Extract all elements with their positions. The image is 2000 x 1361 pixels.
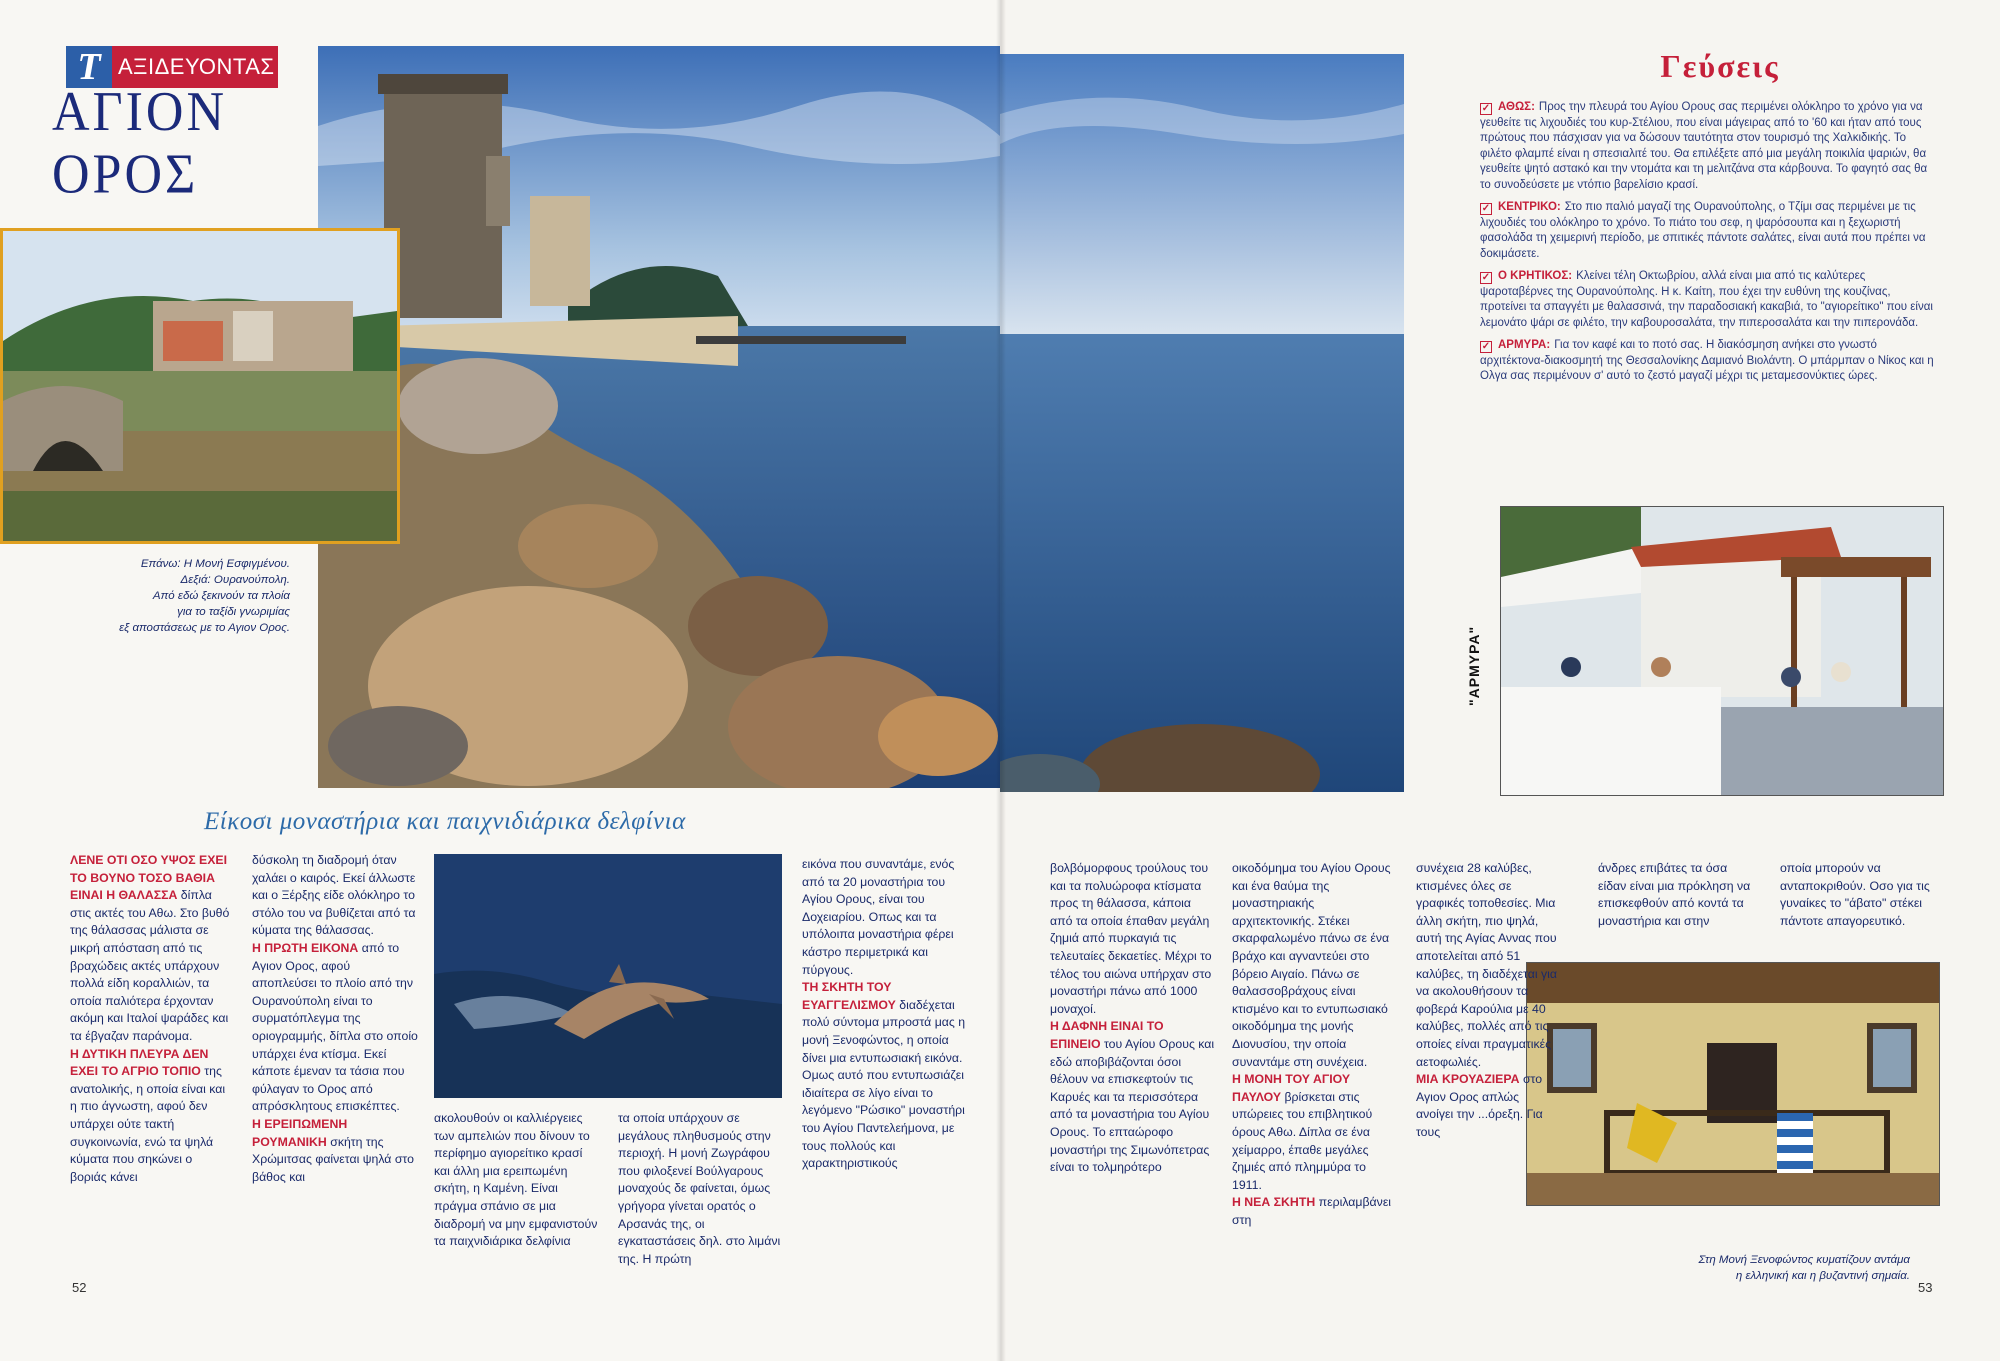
- paragraph: [802, 856, 968, 979]
- flavour-text: Για τον καφέ και το ποτό σας. Η διακόσμηση ανήκει στο γνωστό αρχιτέκτονα-διακοσμητή της Θεσσαλονίκης Δαμιανό Βιολάντη. Ο μπάρμπαν ο Νίκος και η Ολγα σας περιμένουν σ' αυτό το ζεστό μαγαζί μέχρι τις μεταμεσονύκτιες ώρες.: [1480, 339, 1934, 382]
- article-column-10: [1780, 860, 1940, 930]
- hero-photo-sea: [1000, 54, 1404, 792]
- photo-xenofontos-balcony: [1526, 962, 1940, 1206]
- flavour-text: Στο πιο παλιό μαγαζί της Ουρανούπολης, ο Τζίμι σας περιμένει με τις λιχουδιές του ολόκληρο το χρόνο. Το πιάτο του σεφ, η ψαρόσουπα και η ξεχωριστή φασολάδα τη χειμερινή περίοδο, με σπιτικές πάντοτε σαλάτες, είναι αυτά που πρέπει να δοκιμάσετε.: [1480, 201, 1926, 260]
- lead-text: Η ΠΡΩΤΗ ΕΙΚΟΝΑ: [252, 940, 359, 955]
- body-text: δύσκολη τη διαδρομή όταν χαλάει ο καιρός. Εκεί άλλωστε και ο Ξέρξης είδε ολόκληρο το στόλο του να βυθίζεται από τα κύματα της θάλασσας.: [252, 853, 416, 938]
- lead-text: Η ΕΡΕΙΠΩΜΕΝΗ ΡΟΥΜΑΝΙΚΗ: [252, 1116, 348, 1149]
- page-number-left: 52: [72, 1280, 87, 1295]
- body-text: του Αγίου Ορους και εδώ αποβιβάζονται όσοι θέλουν να επισκεφτούν τις Καρυές και τα περισσότερα από τα μοναστήρια του Αγίου Ορους. Το επταώροφο μοναστήρι της Σιμωνόπετρας είναι το τολμηρότερο: [1050, 1036, 1215, 1175]
- article-column-8: [1416, 860, 1558, 1142]
- checkbox-icon: ✓: [1481, 203, 1491, 214]
- caption-line: Από εδώ ξεκινούν τα πλοία: [152, 590, 290, 602]
- brand-section-name: ΑΞΙΔΕΥΟΝΤΑΣ: [112, 46, 278, 88]
- flavour-name: ΑΘΩΣ:: [1498, 101, 1535, 113]
- body-text: από το Αγιον Ορος, αφού αποπλεύσει το πλοίο από την Ουρανούπολη είναι το συρματόπλεγμα της οριογραμμής, δίπλα στο οποίο υπάρχει ένα κτίσμα. Εκεί κάποτε έμεναν τα τάσια που φύλαγαν το Ορος από απρόσκλητους επισκέπτες.: [252, 940, 418, 1114]
- flavour-item: [1480, 338, 1940, 385]
- photo-dolphin: [434, 854, 782, 1098]
- paragraph: [1232, 1071, 1398, 1194]
- body-text: της ανατολικής, η οποία είναι και η πιο άγνωστη, αφού δεν υπάρχει ούτε τακτή συγκοινωνία, ενώ τα ψηλά κύματα που σηκώνει ο βοριάς κάνει: [70, 1064, 226, 1184]
- paragraph: [252, 1116, 418, 1186]
- checkbox-icon: ✓: [1481, 272, 1491, 283]
- article-column-9: [1598, 860, 1758, 930]
- caption-line: Επάνω: Η Μονή Εσφιγμένου.: [140, 558, 290, 570]
- paragraph: [1232, 1194, 1398, 1229]
- paragraph: [70, 1046, 230, 1187]
- article-column-7: [1232, 860, 1398, 1229]
- caption-line: Στη Μονή Ξενοφώντος κυματίζουν αντάμα: [1698, 1254, 1910, 1266]
- page-title: ΑΓΙΟΝ ΟΡΟΣ: [52, 81, 228, 206]
- article-headline: Είκοσι μοναστήρια και παιχνιδιάρικα δελφίνια: [204, 808, 686, 835]
- flavour-item: [1480, 100, 1940, 193]
- lead-text: Η ΝΕΑ ΣΚΗΤΗ: [1232, 1195, 1316, 1210]
- taverna-label: "ΑΡΜΥΡΑ": [1466, 625, 1482, 706]
- body-text: ακολουθούν οι καλλιέργειες των αμπελιών που δίνουν το περίφημο αγιορείτικο κρασί και άλλη μια ερειπωμένη σκήτη, η Καμένη. Είναι πράγμα σπάνιο σε μια διαδρομή να μην εμφανιστούν τα παιχνιδιάρικα δελφίνια: [434, 1111, 598, 1249]
- body-text: εικόνα που συναντάμε, ενός από τα 20 μοναστήρια του Αγίου Ορους, είναι του Δοχειαρίου. Οπως και τα υπόλοιπα μοναστήρια φέρει κάστρο περιμετρικά και πύργους.: [802, 857, 955, 977]
- lead-text: Η ΔΑΦΝΗ ΕΙΝΑΙ ΤΟ ΕΠΙΝΕΙΟ: [1050, 1019, 1164, 1051]
- checkbox-icon: ✓: [1481, 341, 1491, 352]
- caption-line: Δεξιά: Ουρανούπολη.: [180, 574, 290, 586]
- inset-photo-esfigmenou: [0, 228, 400, 544]
- lead-text: ΤΗ ΣΚΗΤΗ ΤΟΥ ΕΥΑΓΓΕΛΙΣΜΟΥ: [802, 980, 896, 1012]
- flavours-list: [1480, 100, 1940, 392]
- spread-gutter: [996, 0, 1006, 1361]
- paragraph: [70, 852, 230, 1046]
- brand-logo-letter: T: [66, 46, 112, 88]
- body-text: στο Αγιον Ορος απλώς ανοίγει την ...όρεξη. Για τους: [1416, 1072, 1543, 1139]
- article-column-1: [70, 852, 230, 1186]
- flavour-name: ΚΕΝΤΡΙΚΟ:: [1498, 201, 1561, 213]
- body-text: δίπλα στις ακτές του Αθω. Στο βυθό της θάλασσας μάλιστα σε μικρή απόσταση από τις βραχώδεις ακτές υπάρχουν πολλά είδη κοραλλιών, τα οποία παλιότερα έρχονταν ακόμη και Ιταλοί ψαράδες και τα έβγαζαν παράνομα.: [70, 888, 230, 1043]
- checkbox-icon: ✓: [1481, 103, 1491, 114]
- article-column-3: [434, 1110, 600, 1251]
- paragraph: [618, 1110, 782, 1268]
- flavour-item: [1480, 200, 1940, 262]
- body-text: διαδέχεται πολύ σύντομα μπροστά μας η μονή Ξενοφώντος, η οποία δίνει μια εντυπωσιακή εικόνα. Ομως αυτό που εντυπωσιάζει ιδιαίτερα σε λίγο είναι το λεγόμενο "Ρώσικο" μοναστήρι του Αγίου Παντελεήμονα, με τους πολλούς και χαρακτηριστικούς: [802, 997, 966, 1171]
- body-text: τα οποία υπάρχουν σε μεγάλους πληθυσμούς στην περιοχή. Η μονή Ζωγράφου που φιλοξενεί Βούλγαρους μοναχούς δε φαίνεται, όμως γρήγορα γίνεται ορατός ο Αρσανάς της, οι εγκαταστάσεις δηλ. στο λιμάνι της. Η πρώτη: [618, 1111, 781, 1266]
- body-text: οποία μπορούν να ανταποκριθούν. Οσο για τις γυναίκες το "άβατο" στέκει πάντοτε απαγορευτικό.: [1780, 861, 1930, 928]
- flavour-name: Ο ΚΡΗΤΙΚΟΣ:: [1498, 270, 1573, 282]
- paragraph: [1416, 1071, 1558, 1141]
- paragraph: [1598, 860, 1758, 930]
- flavours-title: Γεύσεις: [1660, 48, 1780, 84]
- lead-text: Η ΔΥΤΙΚΗ ΠΛΕΥΡΑ ΔΕΝ ΕΧΕΙ ΤΟ ΑΓΡΙΟ ΤΟΠΙΟ: [70, 1046, 209, 1079]
- photo-taverna-armyra: [1500, 506, 1944, 796]
- lead-text: Η ΜΟΝΗ ΤΟΥ ΑΓΙΟΥ ΠΑΥΛΟΥ: [1232, 1072, 1351, 1104]
- body-text: σκήτη της Χρώμιτσας φαίνεται ψηλά στο βάθος και: [252, 1134, 414, 1184]
- caption-line: η ελληνική και η βυζαντινή σημαία.: [1735, 1270, 1910, 1282]
- flavour-name: ΑΡΜΥΡΑ:: [1498, 339, 1551, 351]
- flavour-text: Προς την πλευρά του Αγίου Ορους σας περιμένει ολόκληρο το χρόνο για να γευθείτε τις λιχουδιές του κυρ-Στέλιου, που είναι μάγειρας από το '60 και ήταν από τους πρώτους που πάσχισαν για να δώσουν ταυτότητα στον τουρισμό της Χαλκιδικής. Το φιλέτο φλαμπέ είναι η σπεσιαλιτέ του. Θα επιλέξετε από μια μεγάλη ποικιλία ψαριών, θα γευθείτε ψητό αστακό και την ντομάτα και τη μελιτζάνα στα κάρβουνα. Το φαγητό σας θα το συνοδεύσετε με ντόπιο βαρελίσιο κρασί.: [1480, 101, 1928, 191]
- article-column-2: [252, 852, 418, 1186]
- photo-caption-right: [1580, 1252, 1910, 1284]
- page-number-right: 53: [1918, 1280, 1933, 1295]
- body-text: περιλαμβάνει στη: [1232, 1195, 1392, 1227]
- paragraph: [1416, 860, 1558, 1071]
- flavour-text: Κλείνει τέλη Οκτωβρίου, αλλά είναι μια από τις καλύτερες ψαροταβέρνες της Ουρανούπολης. Η κ. Καίτη, που έχει την ευθύνη της κουζίνας, προτείνει τα σπαγγέτι με θαλασσινά, την παραδοσιακή κακαβιά, το "αγιορείτικο" που είναι λεμονάτο ψάρι σε φιλέτο, την καβουροσαλάτα, την πιπεροσαλάτα και την πιπερονάδα.: [1480, 270, 1933, 329]
- body-text: βολβόμορφους τρούλους του και τα πολυώροφα κτίσματα προς τη θάλασσα, κάποια από τα οποία έπαθαν μεγάλη ζημιά από πυρκαγιά τις τελευταίες δεκαετίες. Μέχρι το τέλος του αιώνα υπήρχαν στο μοναστήρι πάνω από 1000 μοναχοί.: [1050, 861, 1212, 1016]
- caption-line: εξ αποστάσεως με το Αγιον Ορος.: [119, 622, 290, 634]
- paragraph: [434, 1110, 600, 1251]
- hero-photo-ouranoupoli: [318, 46, 1000, 788]
- article-column-5: [802, 856, 968, 1173]
- paragraph: [1050, 1018, 1216, 1176]
- lead-text: ΜΙΑ ΚΡΟΥΑΖΙΕΡΑ: [1416, 1072, 1520, 1087]
- paragraph: [252, 852, 418, 940]
- caption-line: για το ταξίδι γνωριμίας: [177, 606, 290, 618]
- paragraph: [802, 979, 968, 1173]
- body-text: συνέχεια 28 καλύβες, κτισμένες όλες σε γραφικές τοποθεσίες. Μια άλλη σκήτη, πιο ψηλά, αυτή της Αγίας Αννας που αποτελείται από 51 καλύβες, τη διαδέχεται για να ακολουθήσουν τα φοβερά Καρούλια με 40 καλύβες, πολλές από τις οποίες είναι πραγματικές αετοφωλιές.: [1416, 861, 1557, 1069]
- article-column-4: [618, 1110, 782, 1268]
- paragraph: [1780, 860, 1940, 930]
- body-text: οικοδόμημα του Αγίου Ορους και ένα θαύμα της μοναστηριακής αρχιτεκτονικής. Στέκει σκαρφαλωμένο πάνω σε ένα βράχο και αγναντεύει στο βόρειο Αιγαίο. Πάνω σε θαλασσοβράχους είναι κτισμένο και το εντυπωσιακό οικοδόμημα της μονής Διονυσίου, την οποία συναντάμε στη συνέχεια.: [1232, 861, 1391, 1069]
- photo-caption-left: [90, 556, 290, 636]
- body-text: άνδρες επιβάτες τα όσα είδαν είναι μια πρόκληση να επισκεφθούν από κοντά τα μοναστήρια και στην: [1598, 861, 1751, 928]
- paragraph: [1232, 860, 1398, 1071]
- paragraph: [252, 940, 418, 1116]
- lead-text: ΛΕΝΕ ΟΤΙ ΟΣΟ ΥΨΟΣ ΕΧΕΙ ΤΟ ΒΟΥΝΟ ΤΟΣΟ ΒΑΘΙΑ ΕΙΝΑΙ Η ΘΑΛΑΣΣΑ: [70, 853, 228, 903]
- flavour-item: [1480, 269, 1940, 331]
- paragraph: [1050, 860, 1216, 1018]
- article-column-6: [1050, 860, 1216, 1177]
- body-text: βρίσκεται στις υπώρειες του επιβλητικού όρους Αθω. Δίπλα σε ένα χείμαρρο, έπαθε μεγάλες ζημιές από πλημμύρα το 1911.: [1232, 1089, 1373, 1192]
